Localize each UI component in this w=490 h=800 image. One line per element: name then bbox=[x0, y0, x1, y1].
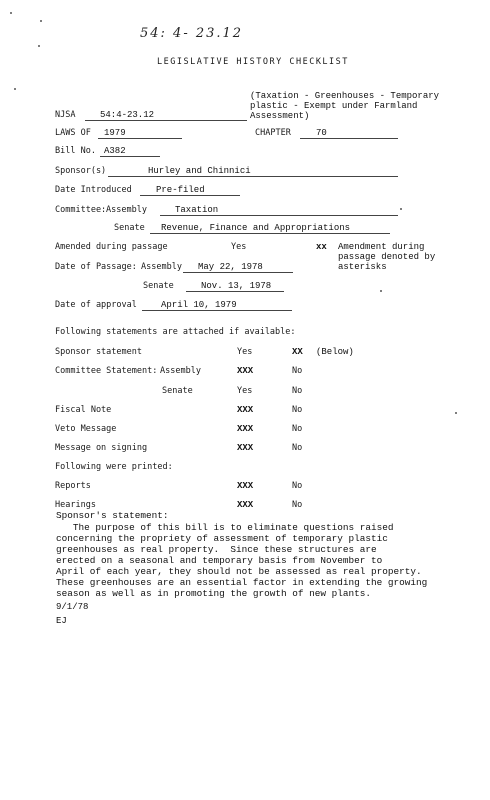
printed-row-yes: XXX bbox=[237, 481, 254, 491]
sponsor-statement-line: April of each year, they should not be assessed as real property. bbox=[56, 566, 422, 577]
sponsors-line bbox=[108, 176, 398, 177]
sponsor-statement-line: erected on a seasonal and temporary basis from November to bbox=[56, 555, 383, 566]
sponsor-statement-line: The purpose of this bill is to eliminate questions raised bbox=[56, 522, 394, 533]
statement-row-yes: Yes bbox=[237, 347, 253, 357]
footer-initials: EJ bbox=[56, 616, 67, 626]
bill-no-line bbox=[100, 156, 160, 157]
statement-row-yes: XXX bbox=[237, 366, 254, 376]
chapter-line bbox=[300, 138, 398, 139]
committee-assembly-line bbox=[160, 215, 398, 216]
committee-label: Committee: bbox=[55, 205, 107, 215]
chapter-label: CHAPTER bbox=[255, 128, 291, 138]
footer-date: 9/1/78 bbox=[56, 602, 89, 612]
scan-speck bbox=[40, 20, 42, 22]
sponsor-statement-line: These greenhouses are an essential factor in extending the growing bbox=[56, 577, 428, 588]
statement-row-yes: Yes bbox=[237, 386, 253, 396]
passage-assembly-label: Assembly bbox=[141, 262, 182, 272]
laws-of-line bbox=[98, 138, 182, 139]
printed-row-no: No bbox=[292, 481, 303, 491]
statement-row-no: No bbox=[292, 405, 303, 415]
sponsor-statement-line: season as well as in promoting the growth of new plants. bbox=[56, 588, 372, 599]
scan-speck bbox=[14, 88, 16, 90]
bill-no-value: A382 bbox=[104, 146, 126, 156]
statement-row-no: No bbox=[292, 386, 303, 396]
handwritten-statute-number: 54: 4- 23.12 bbox=[140, 26, 244, 41]
date-introduced-line bbox=[140, 195, 240, 196]
committee-senate-value: Revenue, Finance and Appropriations bbox=[161, 223, 351, 233]
amended-label: Amended during passage bbox=[55, 242, 168, 252]
njsa-line bbox=[85, 120, 247, 121]
statement-row-label: Message on signing bbox=[55, 443, 148, 453]
printed-row-no: No bbox=[292, 500, 303, 510]
amended-note-line-3: asterisks bbox=[338, 262, 387, 272]
statement-row-label: Veto Message bbox=[55, 424, 117, 434]
passage-assembly-value: May 22, 1978 bbox=[198, 262, 263, 272]
statement-row-no: No bbox=[292, 424, 303, 434]
passage-senate-value: Nov. 13, 1978 bbox=[201, 281, 272, 291]
committee-assembly-label: Assembly bbox=[106, 205, 147, 215]
sponsor-statement-line: greenhouses as real property. Since these structures are bbox=[56, 544, 377, 555]
scan-speck bbox=[38, 45, 40, 47]
sponsor-statement-heading: Sponsor's statement: bbox=[56, 510, 169, 521]
laws-of-value: 1979 bbox=[104, 128, 126, 138]
njsa-label: NJSA bbox=[55, 110, 76, 120]
committee-senate-label: Senate bbox=[114, 223, 145, 233]
committee-assembly-value: Taxation bbox=[175, 205, 219, 215]
statement-row-yes: XXX bbox=[237, 405, 254, 415]
statement-row-label: Fiscal Note bbox=[55, 405, 112, 415]
passage-assembly-line bbox=[183, 272, 293, 273]
passage-senate-label: Senate bbox=[143, 281, 174, 291]
amended-note-line-2: passage denoted by bbox=[338, 252, 436, 262]
printed-row-label: Hearings bbox=[55, 500, 96, 510]
scan-speck bbox=[400, 208, 402, 210]
printed-heading: Following were printed: bbox=[55, 462, 173, 472]
statement-row-label: Sponsor statement bbox=[55, 347, 142, 357]
passage-label: Date of Passage: bbox=[55, 262, 137, 272]
njsa-value: 54:4-23.12 bbox=[100, 110, 155, 120]
statement-row-no: XX bbox=[292, 347, 303, 357]
scan-speck bbox=[380, 290, 382, 292]
chapter-value: 70 bbox=[316, 128, 327, 138]
date-introduced-value: Pre-filed bbox=[156, 185, 205, 195]
bill-description-line-2: plastic - Exempt under Farmland bbox=[250, 101, 418, 111]
printed-row-label: Reports bbox=[55, 481, 91, 491]
statement-row-no: No bbox=[292, 443, 303, 453]
laws-of-label: LAWS OF bbox=[55, 128, 91, 138]
statement-row-label: Committee Statement: bbox=[55, 366, 158, 376]
date-introduced-label: Date Introduced bbox=[55, 185, 132, 195]
statement-row-no: No bbox=[292, 366, 303, 376]
bill-description-line-1: (Taxation - Greenhouses - Temporary bbox=[250, 91, 440, 101]
bill-description-line-3: Assessment) bbox=[250, 111, 310, 121]
attached-heading: Following statements are attached if available: bbox=[55, 327, 296, 337]
amended-mark: xx bbox=[316, 242, 327, 252]
bill-no-label: Bill No. bbox=[55, 146, 96, 156]
scan-speck bbox=[455, 412, 457, 414]
statement-row-yes: XXX bbox=[237, 424, 254, 434]
form-title: LEGISLATIVE HISTORY CHECKLIST bbox=[157, 57, 349, 67]
statement-row-sub: Assembly bbox=[160, 366, 201, 376]
sponsors-label: Sponsor(s) bbox=[55, 166, 107, 176]
statement-row-sub: Senate bbox=[162, 386, 193, 396]
scan-speck bbox=[10, 12, 12, 14]
sponsor-statement-line: concerning the propriety of assessment of temporary plastic bbox=[56, 533, 388, 544]
statement-row-note: (Below) bbox=[316, 347, 354, 357]
committee-senate-line bbox=[150, 233, 390, 234]
sponsors-value: Hurley and Chinnici bbox=[148, 166, 251, 176]
sponsor-statement-body bbox=[56, 522, 476, 599]
printed-row-yes: XXX bbox=[237, 500, 254, 510]
passage-senate-line bbox=[186, 291, 284, 292]
statement-row-yes: XXX bbox=[237, 443, 254, 453]
amended-note-line-1: Amendment during bbox=[338, 242, 425, 252]
approval-label: Date of approval bbox=[55, 300, 137, 310]
approval-line bbox=[142, 310, 292, 311]
amended-yes: Yes bbox=[231, 242, 247, 252]
approval-value: April 10, 1979 bbox=[161, 300, 237, 310]
